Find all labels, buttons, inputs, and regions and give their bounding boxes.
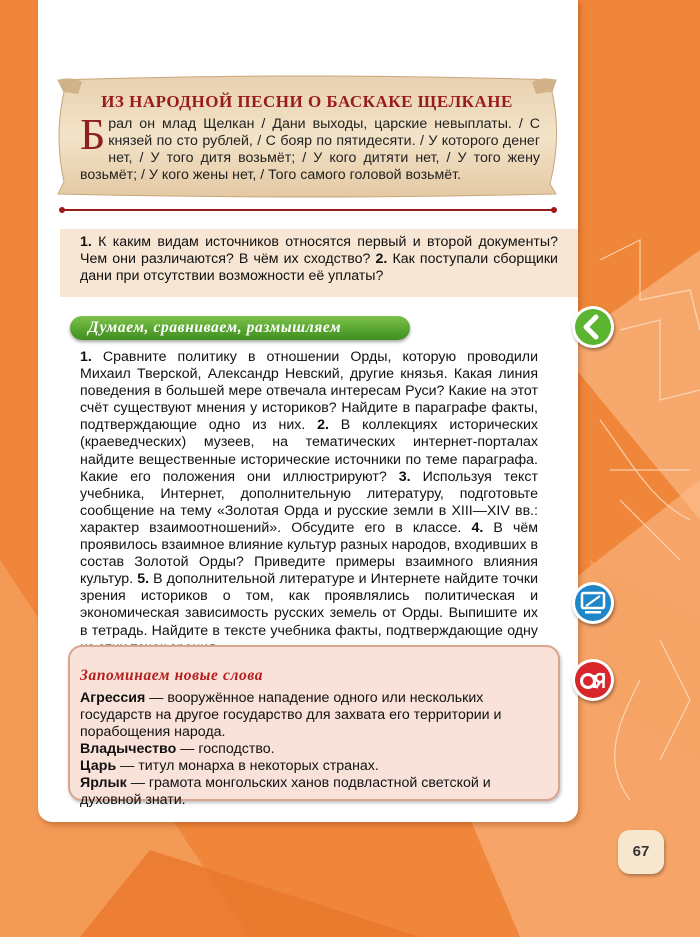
dictionary-ab-icon (572, 659, 614, 701)
vocab-entry (80, 690, 542, 741)
vocab-entry (80, 741, 542, 758)
task-text: В чём проявилось взаимное влияние культур разных народов, входивших в состав Золотой Орды? Приведите примеры взаимного влияния культур. (80, 519, 538, 588)
back-arrow-icon (572, 306, 614, 348)
think-heading-tab (70, 316, 410, 340)
vocab-term: Царь (80, 758, 117, 774)
question-number: 1. (80, 234, 92, 250)
back-button[interactable] (572, 306, 614, 348)
think-heading: Думаем, сравниваем, размышляем (88, 319, 342, 336)
task-number: 2. (317, 417, 329, 434)
question-number: 2. (375, 251, 388, 267)
section-divider (62, 209, 554, 211)
dictionary-button[interactable] (572, 659, 614, 701)
vocab-box (68, 645, 560, 808)
vocab-definition: — грамота монгольских ханов подвластной светской и духовной знати. (80, 775, 491, 808)
task-number: 1. (80, 349, 92, 365)
source-title: ИЗ НАРОДНОЙ ПЕСНИ О БАСКАКЕ ЩЕЛКАНЕ (101, 92, 513, 111)
vocab-heading: Запоминаем новые слова (80, 667, 264, 684)
vocab-definition: — титул монарха в некоторых странах. (116, 758, 379, 774)
task-text: В коллекциях исторических (краеведческих) музеев, на тематических интернет-порталах найдите вещественные исторические источники по теме параграфа. Какие его положения они иллюстрируют? (80, 417, 538, 485)
task-number: 4. (471, 519, 484, 536)
vocab-entry (80, 775, 542, 809)
source-scroll (52, 72, 562, 200)
vocab-entry (80, 758, 542, 775)
vocab-term: Агрессия (80, 690, 146, 706)
monitor-icon (572, 582, 614, 624)
vocab-list (80, 690, 542, 809)
media-button[interactable] (572, 582, 614, 624)
tasks-text (80, 349, 538, 657)
task-number: 5. (137, 571, 150, 588)
question-text: К каким видам источников относятся первый и второй документы? Чем они различаются? В чём их сходство? (80, 234, 558, 267)
vocab-definition: — вооружённое нападение одного или нескольких государств на другое государство для захвата его территории и порабощения народа. (80, 690, 502, 740)
task-text: Используя текст учебника, Интернет, дополнительную литературу, подготовьте сообщение на тему «Золотая Орда и русские земли в XIII—XIV вв.: характер взаимоотношений». Обсудите его в классе. (80, 468, 538, 536)
page-number: 67 (618, 830, 664, 874)
task-text: В дополнительной литературе и Интернете найдите точки зрения историков о том, как проявлялись политическая и экономическая зависимость русских земель от Орды. Выпишите их в тетрадь. Найдите в тексте учебника факты, подтверждающие одну (80, 571, 538, 639)
task-number: 3. (398, 468, 411, 485)
questions-box (60, 229, 578, 297)
source-body: рал он млад Щелкан / Дани выходы, царские невыплаты. / С князей по сто рублей, / С бояр по пятидесяти. / У которого денег нет, / У того дитя возьмёт; / У кого дитяти нет, / У того жену возьмёт; / У кого жены нет, / Того самого головой возьмёт. (80, 116, 540, 183)
vocab-term: Владычество (80, 741, 177, 757)
task-text: Сравните политику в отношении Орды, которую проводили Михаил Тверской, Александр Невский, другие князья. Какая линия поведения в большей мере отвечала интересам Руси? Какие на этот счёт существуют мнения у историков? Найдите в параграфе факты, подтверждающие одно из них. (80, 349, 538, 434)
vocab-definition: — господство. (176, 741, 275, 757)
questions-text (80, 234, 558, 285)
source-text (80, 110, 540, 184)
drop-cap: Б (80, 110, 106, 159)
vocab-term: Ярлык (80, 775, 127, 791)
question-text: Как поступали сборщики дани при отсутствии возможности её уплаты? (80, 251, 558, 284)
